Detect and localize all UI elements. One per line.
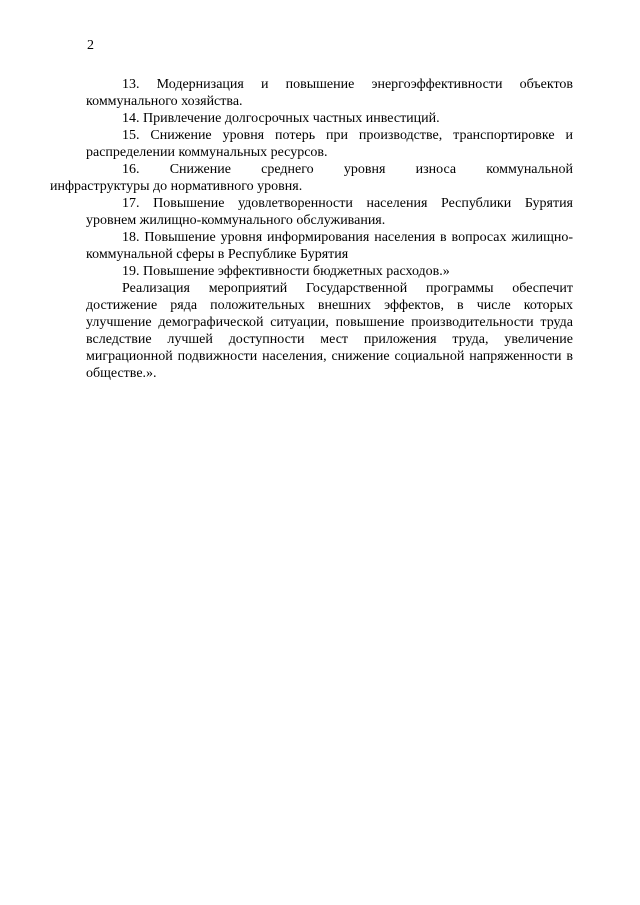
paragraph-item-17 — [86, 195, 573, 229]
paragraph-item-18-line2: жилищно-коммунальной сферы в Республике Бурятия — [86, 230, 573, 262]
paragraph-item-15 — [86, 127, 573, 161]
paragraph-item-16 — [50, 161, 573, 195]
paragraph-item-16-line1: 16. Снижение среднего уровня износа коммунальной — [122, 162, 573, 177]
paragraph-item-18 — [86, 229, 573, 263]
paragraph-item-16-line2: инфраструктуры до нормативного уровня. — [50, 179, 303, 194]
paragraph-item-17-line1: 17. Повышение удовлетворенности населения Республики Бурятия — [122, 196, 573, 211]
paragraph-item-13-line1: 13. Модернизация и повышение энергоэффективности объектов — [122, 77, 573, 92]
paragraph-item-15-line2: распределении коммунальных ресурсов. — [86, 145, 328, 160]
paragraph-item-18-line1: 18. Повышение уровня информирования населения в вопросах — [122, 230, 507, 245]
paragraph-item-14 — [86, 110, 573, 127]
paragraph-item-19-text: 19. Повышение эффективности бюджетных расходов.» — [122, 264, 450, 279]
paragraph-item-13-line2: коммунального хозяйства. — [86, 94, 243, 109]
page-number: 2 — [87, 38, 94, 53]
document-body — [50, 76, 573, 382]
paragraph-item-19 — [86, 263, 573, 280]
paragraph-item-17-line2: уровнем жилищно-коммунального обслуживания. — [86, 213, 386, 228]
paragraph-effects-rest: достижение ряда положительных внешних эффектов, в числе которых улучшение демографической ситуации, повышение производительности труда вследствие лучшей доступности мест приложения труда, увеличение миграционной подвижности населения, снижение социальной напряженности в обществе.». — [86, 298, 573, 381]
paragraph-effects-line1: Реализация мероприятий Государственной программы обеспечит — [122, 281, 573, 296]
paragraph-effects — [86, 280, 573, 382]
paragraph-item-15-line1: 15. Снижение уровня потерь при производстве, транспортировке и — [122, 128, 573, 143]
paragraph-item-14-text: 14. Привлечение долгосрочных частных инвестиций. — [122, 111, 440, 126]
paragraph-item-13 — [86, 76, 573, 110]
